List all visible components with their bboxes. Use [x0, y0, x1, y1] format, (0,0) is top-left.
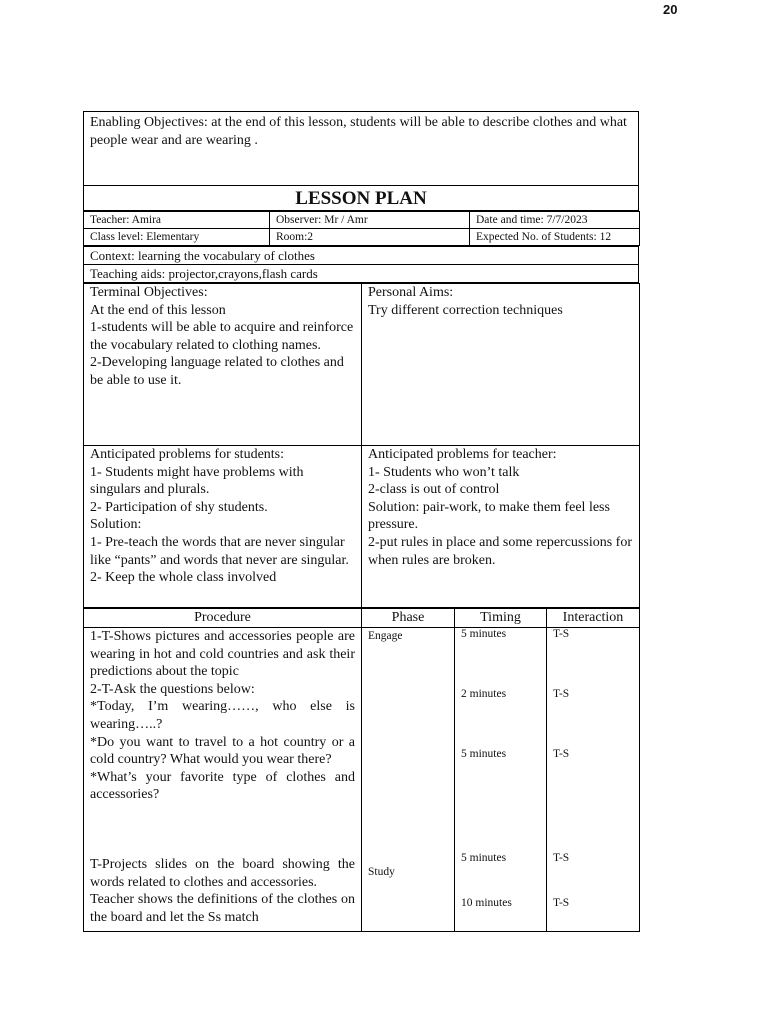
teaching-aids-cell: Teaching aids: projector,crayons,flash cards [84, 265, 639, 283]
problems-teacher-1: 1- Students who won’t talk [368, 464, 520, 480]
enabling-objectives: Enabling Objectives: at the end of this lesson, students will be able to describe clothes and what people wear and are wearing . [83, 111, 639, 186]
interaction-4: T-S [553, 852, 570, 864]
observer-cell: Observer: Mr / Amr [270, 212, 470, 229]
interaction-header: Interaction [547, 609, 640, 628]
solution-teacher-1: Solution: pair-work, to make them feel less pressure. [368, 499, 610, 533]
problems-students-cell [84, 446, 362, 608]
timing-header: Timing [455, 609, 547, 628]
procedure-step-4: Teacher shows the definitions of the clothes on the board and let the Ss match [90, 892, 355, 925]
procedure-step-2: 2-T-Ask the questions below: [90, 681, 255, 697]
procedure-step-1: 1-T-Shows pictures and accessories people are wearing in hot and cold countries and ask their predictions about the topic [90, 629, 355, 680]
date-cell: Date and time: 7/7/2023 [470, 212, 640, 229]
room-cell: Room:2 [270, 229, 470, 246]
objectives-table [83, 283, 640, 608]
procedure-question-1: *Today, I’m wearing……, who else is wearing…..? [90, 699, 355, 732]
procedure-step-3: T-Projects slides on the board showing the words related to clothes and accessories. [90, 856, 355, 890]
timing-5: 10 minutes [461, 897, 512, 909]
terminal-objective-2: 2-Developing language related to clothes and be able to use it. [90, 355, 344, 388]
problems-teacher-heading: Anticipated problems for teacher: [368, 447, 557, 462]
solution-teacher-2: 2-put rules in place and some repercussions for when rules are broken. [368, 534, 632, 568]
interaction-2: T-S [553, 688, 570, 700]
phase-cell [362, 628, 455, 932]
solution-heading: Solution: [90, 517, 142, 533]
solution-students-1: 1- Pre-teach the words that are never singular like “pants” and words that never are singular. [90, 534, 349, 568]
interaction-3: T-S [553, 748, 570, 760]
info-table [83, 211, 640, 246]
interaction-1: T-S [553, 628, 570, 640]
problems-teacher-2: 2-class is out of control [368, 482, 500, 498]
page-number: 20 [663, 2, 678, 17]
terminal-objective-1: 1-students will be able to acquire and reinforce the vocabulary related to clothing names. [90, 320, 354, 353]
terminal-objectives-cell [84, 284, 362, 446]
terminal-objectives-line: At the end of this lesson [90, 302, 226, 318]
problems-teacher-cell [362, 446, 640, 608]
problems-students-1: 1- Students might have problems with singulars and plurals. [90, 464, 304, 498]
personal-aims-heading: Personal Aims: [368, 285, 454, 300]
students-cell: Expected No. of Students: 12 [470, 229, 640, 246]
interaction-cell [547, 628, 640, 932]
context-table [83, 246, 639, 283]
timing-3: 5 minutes [461, 748, 507, 760]
timing-2: 2 minutes [461, 688, 507, 700]
timing-1: 5 minutes [461, 628, 507, 640]
lesson-plan-title: LESSON PLAN [83, 186, 639, 211]
personal-aims-text: Try different correction techniques [368, 302, 563, 318]
procedure-cell [84, 628, 362, 932]
terminal-objectives-heading: Terminal Objectives: [90, 285, 208, 300]
problems-students-heading: Anticipated problems for students: [90, 447, 285, 462]
procedure-table [83, 608, 640, 932]
context-cell: Context: learning the vocabulary of clothes [84, 247, 639, 265]
timing-cell [455, 628, 547, 932]
phase-header: Phase [362, 609, 455, 628]
phase-study: Study [368, 866, 395, 878]
procedure-question-3: *What’s your favorite type of clothes and accessories? [90, 769, 355, 803]
procedure-header: Procedure [84, 609, 362, 628]
personal-aims-cell [362, 284, 640, 446]
problems-students-2: 2- Participation of shy students. [90, 499, 268, 515]
interaction-5: T-S [553, 897, 570, 909]
class-level-cell: Class level: Elementary [84, 229, 270, 246]
timing-4: 5 minutes [461, 852, 507, 864]
teacher-cell: Teacher: Amira [84, 212, 270, 229]
lesson-plan-document [83, 111, 639, 932]
solution-students-2: 2- Keep the whole class involved [90, 570, 277, 586]
procedure-question-2: *Do you want to travel to a hot country or a cold country? What would you wear there? [90, 734, 355, 768]
phase-engage: Engage [368, 630, 403, 642]
